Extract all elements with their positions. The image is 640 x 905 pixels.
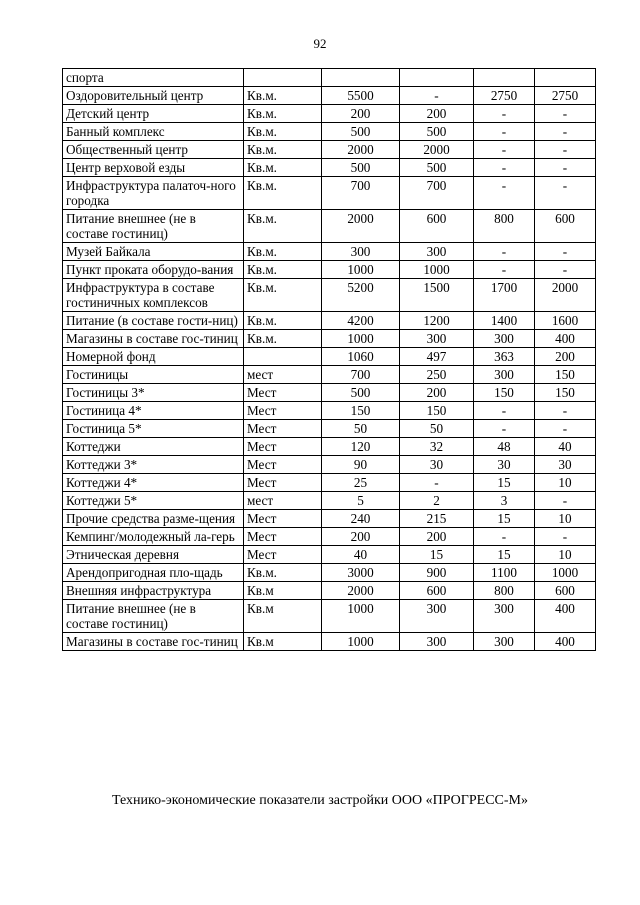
table-row bbox=[63, 384, 596, 402]
item-name-cell: Банный комплекс bbox=[63, 123, 244, 141]
unit-cell: Кв.м. bbox=[244, 87, 322, 105]
value-stage3-cell: 2750 bbox=[535, 87, 596, 105]
table-row bbox=[63, 330, 596, 348]
value-stage3-cell: - bbox=[535, 528, 596, 546]
item-name-cell: Гостиница 5* bbox=[63, 420, 244, 438]
value-stage3-cell: 40 bbox=[535, 438, 596, 456]
value-total-cell: 2000 bbox=[322, 582, 400, 600]
table-row bbox=[63, 177, 596, 210]
value-total-cell: 90 bbox=[322, 456, 400, 474]
value-stage3-cell bbox=[535, 69, 596, 87]
value-stage1-cell: 15 bbox=[400, 546, 474, 564]
value-stage1-cell: 300 bbox=[400, 600, 474, 633]
unit-cell: Мест bbox=[244, 456, 322, 474]
value-stage3-cell: 400 bbox=[535, 600, 596, 633]
value-total-cell: 1060 bbox=[322, 348, 400, 366]
table-row bbox=[63, 528, 596, 546]
item-name-cell: Внешняя инфраструктура bbox=[63, 582, 244, 600]
unit-cell: мест bbox=[244, 366, 322, 384]
value-total-cell: 1000 bbox=[322, 330, 400, 348]
value-stage2-cell: - bbox=[474, 528, 535, 546]
value-stage2-cell: 1700 bbox=[474, 279, 535, 312]
value-stage2-cell: 2750 bbox=[474, 87, 535, 105]
value-stage1-cell: 200 bbox=[400, 528, 474, 546]
value-stage2-cell: 363 bbox=[474, 348, 535, 366]
value-stage3-cell: - bbox=[535, 141, 596, 159]
item-name-cell: Общественный центр bbox=[63, 141, 244, 159]
item-name-cell: Питание внешнее (не в составе гостиниц) bbox=[63, 600, 244, 633]
unit-cell: Мест bbox=[244, 474, 322, 492]
item-name-cell: Пункт проката оборудо-вания bbox=[63, 261, 244, 279]
value-stage3-cell: 2000 bbox=[535, 279, 596, 312]
value-stage3-cell: - bbox=[535, 105, 596, 123]
unit-cell: Кв.м. bbox=[244, 261, 322, 279]
value-total-cell: 3000 bbox=[322, 564, 400, 582]
value-stage3-cell: 400 bbox=[535, 633, 596, 651]
item-name-cell: Детский центр bbox=[63, 105, 244, 123]
value-total-cell: 240 bbox=[322, 510, 400, 528]
unit-cell: Кв.м. bbox=[244, 177, 322, 210]
value-stage3-cell: - bbox=[535, 261, 596, 279]
item-name-cell: Коттеджи 4* bbox=[63, 474, 244, 492]
table-row bbox=[63, 492, 596, 510]
value-total-cell: 500 bbox=[322, 384, 400, 402]
value-stage1-cell: 300 bbox=[400, 330, 474, 348]
unit-cell: Кв.м bbox=[244, 600, 322, 633]
table-row bbox=[63, 105, 596, 123]
value-total-cell: 500 bbox=[322, 123, 400, 141]
value-stage1-cell: 200 bbox=[400, 384, 474, 402]
value-stage2-cell: 300 bbox=[474, 600, 535, 633]
value-total-cell: 200 bbox=[322, 105, 400, 123]
unit-cell: Мест bbox=[244, 546, 322, 564]
table-row bbox=[63, 348, 596, 366]
item-name-cell: спорта bbox=[63, 69, 244, 87]
value-stage3-cell: - bbox=[535, 177, 596, 210]
value-stage2-cell: - bbox=[474, 123, 535, 141]
item-name-cell: Музей Байкала bbox=[63, 243, 244, 261]
value-stage2-cell: 300 bbox=[474, 366, 535, 384]
item-name-cell: Гостиницы bbox=[63, 366, 244, 384]
value-stage3-cell: - bbox=[535, 402, 596, 420]
table-row bbox=[63, 279, 596, 312]
table-body bbox=[63, 69, 596, 651]
value-stage3-cell: - bbox=[535, 159, 596, 177]
value-stage3-cell: 600 bbox=[535, 582, 596, 600]
value-stage2-cell: - bbox=[474, 105, 535, 123]
value-stage1-cell: 600 bbox=[400, 582, 474, 600]
value-total-cell: 300 bbox=[322, 243, 400, 261]
value-stage2-cell: 48 bbox=[474, 438, 535, 456]
unit-cell: Мест bbox=[244, 384, 322, 402]
value-total-cell: 5500 bbox=[322, 87, 400, 105]
table-row bbox=[63, 141, 596, 159]
value-stage2-cell: - bbox=[474, 261, 535, 279]
value-stage1-cell: - bbox=[400, 474, 474, 492]
table-row bbox=[63, 600, 596, 633]
value-stage1-cell: 497 bbox=[400, 348, 474, 366]
value-stage1-cell: 1500 bbox=[400, 279, 474, 312]
value-stage1-cell: 300 bbox=[400, 633, 474, 651]
value-total-cell: 4200 bbox=[322, 312, 400, 330]
unit-cell bbox=[244, 348, 322, 366]
value-stage2-cell: - bbox=[474, 420, 535, 438]
table-row bbox=[63, 366, 596, 384]
value-stage2-cell: 15 bbox=[474, 510, 535, 528]
value-total-cell: 2000 bbox=[322, 210, 400, 243]
table-row bbox=[63, 402, 596, 420]
table-row bbox=[63, 474, 596, 492]
item-name-cell: Коттеджи 5* bbox=[63, 492, 244, 510]
table-row bbox=[63, 243, 596, 261]
unit-cell: Кв.м. bbox=[244, 279, 322, 312]
unit-cell: Кв.м bbox=[244, 633, 322, 651]
value-stage1-cell: 1200 bbox=[400, 312, 474, 330]
value-stage1-cell: 32 bbox=[400, 438, 474, 456]
unit-cell: Кв.м. bbox=[244, 243, 322, 261]
table-row bbox=[63, 69, 596, 87]
value-stage3-cell: 150 bbox=[535, 384, 596, 402]
value-stage1-cell: 2000 bbox=[400, 141, 474, 159]
item-name-cell: Центр верховой езды bbox=[63, 159, 244, 177]
value-stage1-cell: 600 bbox=[400, 210, 474, 243]
value-stage1-cell: 150 bbox=[400, 402, 474, 420]
value-stage2-cell: 15 bbox=[474, 474, 535, 492]
unit-cell bbox=[244, 69, 322, 87]
unit-cell: Кв.м. bbox=[244, 564, 322, 582]
value-total-cell: 150 bbox=[322, 402, 400, 420]
unit-cell: Кв.м. bbox=[244, 330, 322, 348]
value-stage2-cell: 3 bbox=[474, 492, 535, 510]
value-stage2-cell: 300 bbox=[474, 633, 535, 651]
item-name-cell: Коттеджи bbox=[63, 438, 244, 456]
value-stage1-cell: 215 bbox=[400, 510, 474, 528]
value-stage2-cell: 30 bbox=[474, 456, 535, 474]
value-stage3-cell: - bbox=[535, 123, 596, 141]
value-stage2-cell: - bbox=[474, 402, 535, 420]
table-row bbox=[63, 261, 596, 279]
value-stage2-cell: 150 bbox=[474, 384, 535, 402]
table-row bbox=[63, 456, 596, 474]
value-total-cell: 40 bbox=[322, 546, 400, 564]
table-row bbox=[63, 210, 596, 243]
value-stage1-cell: 30 bbox=[400, 456, 474, 474]
item-name-cell: Инфраструктура палаточ-ного городка bbox=[63, 177, 244, 210]
value-stage3-cell: - bbox=[535, 243, 596, 261]
unit-cell: Мест bbox=[244, 510, 322, 528]
value-stage3-cell: 10 bbox=[535, 474, 596, 492]
value-stage1-cell: 500 bbox=[400, 123, 474, 141]
item-name-cell: Питание внешнее (не в составе гостиниц) bbox=[63, 210, 244, 243]
value-total-cell: 25 bbox=[322, 474, 400, 492]
value-total-cell: 120 bbox=[322, 438, 400, 456]
item-name-cell: Арендопригодная пло-щадь bbox=[63, 564, 244, 582]
value-total-cell: 1000 bbox=[322, 633, 400, 651]
value-stage3-cell: 200 bbox=[535, 348, 596, 366]
value-stage1-cell: 500 bbox=[400, 159, 474, 177]
table-row bbox=[63, 564, 596, 582]
unit-cell: Кв.м. bbox=[244, 312, 322, 330]
value-stage1-cell: 50 bbox=[400, 420, 474, 438]
value-stage2-cell: - bbox=[474, 243, 535, 261]
value-stage1-cell bbox=[400, 69, 474, 87]
value-total-cell: 1000 bbox=[322, 261, 400, 279]
unit-cell: Мест bbox=[244, 438, 322, 456]
indicators-table bbox=[62, 68, 596, 651]
value-stage3-cell: 400 bbox=[535, 330, 596, 348]
value-stage3-cell: 10 bbox=[535, 546, 596, 564]
value-stage1-cell: 200 bbox=[400, 105, 474, 123]
value-stage2-cell: 1100 bbox=[474, 564, 535, 582]
value-stage3-cell: - bbox=[535, 420, 596, 438]
item-name-cell: Питание (в составе гости-ниц) bbox=[63, 312, 244, 330]
value-stage2-cell: - bbox=[474, 177, 535, 210]
value-stage2-cell: - bbox=[474, 141, 535, 159]
unit-cell: Кв.м. bbox=[244, 123, 322, 141]
item-name-cell: Гостиницы 3* bbox=[63, 384, 244, 402]
item-name-cell: Кемпинг/молодежный ла-герь bbox=[63, 528, 244, 546]
value-stage2-cell: 800 bbox=[474, 210, 535, 243]
unit-cell: Кв.м. bbox=[244, 141, 322, 159]
value-total-cell: 50 bbox=[322, 420, 400, 438]
unit-cell: мест bbox=[244, 492, 322, 510]
value-stage3-cell: 150 bbox=[535, 366, 596, 384]
value-stage3-cell: 1600 bbox=[535, 312, 596, 330]
table-row bbox=[63, 582, 596, 600]
value-stage1-cell: 900 bbox=[400, 564, 474, 582]
item-name-cell: Оздоровительный центр bbox=[63, 87, 244, 105]
value-stage3-cell: 30 bbox=[535, 456, 596, 474]
value-total-cell: 5200 bbox=[322, 279, 400, 312]
value-stage2-cell: 300 bbox=[474, 330, 535, 348]
table-row bbox=[63, 159, 596, 177]
item-name-cell: Магазины в составе гос-тиниц bbox=[63, 633, 244, 651]
value-stage2-cell bbox=[474, 69, 535, 87]
value-stage3-cell: 1000 bbox=[535, 564, 596, 582]
unit-cell: Кв.м. bbox=[244, 105, 322, 123]
table-caption: Технико-экономические показатели застройки ООО «ПРОГРЕСС-М» bbox=[111, 793, 529, 808]
value-total-cell: 1000 bbox=[322, 600, 400, 633]
table-row bbox=[63, 312, 596, 330]
value-stage1-cell: 250 bbox=[400, 366, 474, 384]
value-stage2-cell: 1400 bbox=[474, 312, 535, 330]
value-total-cell: 500 bbox=[322, 159, 400, 177]
item-name-cell: Коттеджи 3* bbox=[63, 456, 244, 474]
value-stage1-cell: 700 bbox=[400, 177, 474, 210]
value-total-cell: 700 bbox=[322, 366, 400, 384]
table-row bbox=[63, 510, 596, 528]
item-name-cell: Гостиница 4* bbox=[63, 402, 244, 420]
unit-cell: Мест bbox=[244, 420, 322, 438]
value-stage1-cell: 300 bbox=[400, 243, 474, 261]
value-stage1-cell: 1000 bbox=[400, 261, 474, 279]
value-stage3-cell: 600 bbox=[535, 210, 596, 243]
value-stage1-cell: 2 bbox=[400, 492, 474, 510]
value-total-cell: 2000 bbox=[322, 141, 400, 159]
unit-cell: Мест bbox=[244, 402, 322, 420]
value-stage3-cell: 10 bbox=[535, 510, 596, 528]
value-stage3-cell: - bbox=[535, 492, 596, 510]
table-row bbox=[63, 420, 596, 438]
unit-cell: Кв.м. bbox=[244, 159, 322, 177]
page-number: 92 bbox=[313, 36, 327, 51]
value-stage2-cell: - bbox=[474, 159, 535, 177]
value-total-cell: 700 bbox=[322, 177, 400, 210]
value-total-cell: 200 bbox=[322, 528, 400, 546]
table-row bbox=[63, 633, 596, 651]
table-row bbox=[63, 87, 596, 105]
unit-cell: Мест bbox=[244, 528, 322, 546]
value-total-cell bbox=[322, 69, 400, 87]
item-name-cell: Магазины в составе гос-тиниц bbox=[63, 330, 244, 348]
value-total-cell: 5 bbox=[322, 492, 400, 510]
unit-cell: Кв.м bbox=[244, 582, 322, 600]
table-row bbox=[63, 438, 596, 456]
table-row bbox=[63, 123, 596, 141]
value-stage2-cell: 15 bbox=[474, 546, 535, 564]
item-name-cell: Инфраструктура в составе гостиничных комплексов bbox=[63, 279, 244, 312]
table-row bbox=[63, 546, 596, 564]
unit-cell: Кв.м. bbox=[244, 210, 322, 243]
item-name-cell: Этническая деревня bbox=[63, 546, 244, 564]
value-stage1-cell: - bbox=[400, 87, 474, 105]
value-stage2-cell: 800 bbox=[474, 582, 535, 600]
item-name-cell: Номерной фонд bbox=[63, 348, 244, 366]
item-name-cell: Прочие средства разме-щения bbox=[63, 510, 244, 528]
